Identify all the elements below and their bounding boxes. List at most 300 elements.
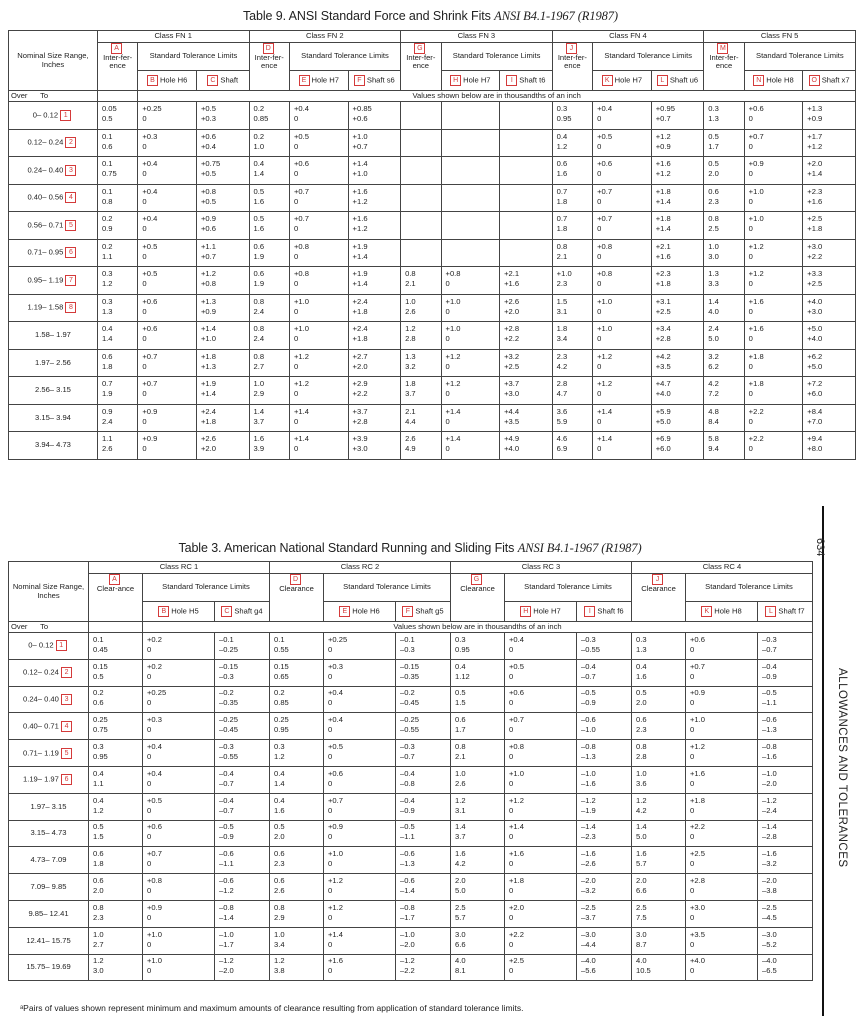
value-cell [215,900,270,927]
value-max: 0 [509,859,514,869]
value-min: 2.0 [636,876,647,886]
value-cell [348,212,401,240]
value-min: –1.2 [400,956,415,966]
value-cell [632,820,686,847]
value-min: +2.5 [690,849,705,859]
value-max: +1.8 [655,279,671,289]
value-cell [441,267,500,295]
value-max: +3.5 [655,361,671,371]
value-cell [758,900,813,927]
value-max: –1.2 [219,886,234,896]
std-tolerance-header: Standard Tolerance Limits [143,574,270,602]
class-tag: G [471,574,482,585]
hole-label: Hole H6 [159,75,188,85]
value-cell [396,900,451,927]
row-tag: 6 [65,247,76,258]
value-cell [289,184,348,212]
value-cell [758,659,813,686]
value-max: 0 [690,805,695,815]
value-cell [249,184,289,212]
size-range-cell [9,659,89,686]
value-cell [744,349,803,377]
shaft-tag: F [354,75,365,86]
row-tag: 5 [65,220,76,231]
hole-header [138,71,197,91]
value-cell [143,847,215,874]
table-row [9,927,813,954]
shaft-header [500,71,553,91]
value-min: 0.9 [101,406,113,416]
table-row [9,633,813,660]
value-min: 0.3 [708,104,719,114]
value-cell [289,102,348,130]
value-max: 8.1 [455,966,466,976]
value-max: 0 [509,966,514,976]
first-col-label: Inter-fer-ence [103,53,133,71]
value-cell [651,404,704,432]
value-min: 1.0 [708,241,719,251]
value-cell [324,900,396,927]
size-range-cell [9,184,98,212]
value-min: +0.9 [748,159,764,169]
value-min: –1.2 [219,956,234,966]
value-max: +1.6 [504,279,520,289]
value-cell [593,212,652,240]
value-min: –1.0 [762,768,777,778]
value-max: +1.2 [352,196,368,206]
value-cell [451,713,505,740]
value-min: +2.3 [655,269,671,279]
std-tolerance-header: Standard Tolerance Limits [324,574,451,602]
value-max: +3.5 [504,416,520,426]
value-max: 0 [748,169,753,179]
value-min: 0.8 [274,902,285,912]
value-cell [505,740,577,767]
value-min: 1.0 [274,929,285,939]
value-max [504,170,550,180]
value-cell [500,322,553,350]
value-max: 1.9 [253,251,265,261]
row-tag: 6 [61,774,72,785]
value-cell [744,377,803,405]
shaft-label: Shaft t6 [519,75,546,85]
hole-tag: K [602,75,613,86]
value-min: +1.3 [807,104,823,114]
value-max: 3.4 [274,939,285,949]
value-cell [744,184,803,212]
value-min: 1.2 [455,795,466,805]
shaft-header [348,71,401,91]
value-min: 0.5 [274,822,285,832]
value-min: +1.4 [293,434,309,444]
value-min: +4.4 [504,406,520,416]
class-tag: A [111,43,122,54]
value-min: +1.6 [655,159,671,169]
value-cell [686,740,758,767]
value-max: 1.3 [101,306,113,316]
value-max: –3.8 [762,886,777,896]
value-max: 2.5 [708,224,719,234]
value-max: 4.2 [636,805,647,815]
value-max: 0 [293,169,299,179]
value-min: –2.5 [762,902,777,912]
value-cell [396,874,451,901]
value-cell [803,294,856,322]
value-min: +1.6 [352,186,368,196]
value-max: 0 [690,698,695,708]
size-range: 3.15– 3.94 [35,412,71,422]
value-max: 0 [293,389,299,399]
value-cell [215,686,270,713]
value-cell [451,847,505,874]
value-cell [401,432,441,460]
value-cell [143,740,215,767]
value-max: 0.95 [93,752,108,762]
value-min: 0.25 [274,715,289,725]
value-cell [500,377,553,405]
value-max: 0 [597,141,602,151]
class-tag: M [717,43,728,54]
value-min: 0.1 [101,159,113,169]
value-max: 0 [597,169,602,179]
value-min: 0.8 [455,742,466,752]
value-max: 0 [293,416,299,426]
size-range: 3.15– 4.73 [30,828,67,838]
value-min: +0.5 [200,104,216,114]
value-min: +0.5 [142,241,158,251]
value-cell [686,793,758,820]
value-max: +1.4 [352,279,368,289]
value-max: –1.0 [581,725,596,735]
size-range: 7.09– 9.85 [30,881,67,891]
interference-header [270,574,324,622]
header-row-tolerance [9,574,813,602]
value-min: +3.9 [352,434,368,444]
value-min: +0.3 [328,661,343,671]
value-min [446,105,498,115]
value-cell [686,874,758,901]
value-max: 1.2 [274,752,285,762]
value-cell [803,212,856,240]
value-min: 0.7 [101,379,113,389]
value-max: 2.6 [455,778,466,788]
values-note: Values shown below are in thousandths of an inch [143,622,813,633]
value-min [446,160,498,170]
value-cell [758,847,813,874]
row-tag: 1 [56,640,67,651]
value-min: +0.8 [509,742,524,752]
value-cell [593,239,652,267]
value-min: 0.5 [708,131,719,141]
value-min: 0.1 [101,186,113,196]
value-max: 0 [142,361,147,371]
value-max: –0.7 [400,752,415,762]
value-max: +3.0 [352,444,368,454]
value-cell [270,793,324,820]
value-max: –2.4 [762,805,777,815]
value-max: 0 [597,389,602,399]
hole-tag: B [158,606,169,617]
value-cell [593,102,652,130]
value-min: +0.6 [142,296,158,306]
value-min: +1.0 [328,849,343,859]
value-max: +3.0 [807,306,823,316]
hole-tag: K [701,606,712,617]
interference-header [552,43,592,91]
value-min: –2.5 [581,902,596,912]
value-min: +0.6 [147,822,162,832]
value-cell [289,157,348,185]
value-cell [89,874,143,901]
value-cell [758,713,813,740]
table3 [8,561,813,981]
value-min: 2.8 [556,379,568,389]
value-min: +2.2 [748,434,764,444]
value-max: 2.0 [636,698,647,708]
value-min: +8.4 [807,406,823,416]
value-cell [396,793,451,820]
value-min: 0.7 [556,186,568,196]
value-min: –0.1 [219,634,234,644]
value-min: +3.0 [807,241,823,251]
value-min: +1.4 [293,406,309,416]
value-cell [577,927,632,954]
value-min [446,188,498,198]
hole-tag: E [339,606,350,617]
std-tolerance-header: Standard Tolerance Limits [744,43,855,71]
value-max: +1.4 [200,389,216,399]
value-cell [324,820,396,847]
hole-header [744,71,803,91]
value-min: +2.1 [655,241,671,251]
value-min: 0.2 [93,688,104,698]
value-max: –0.45 [219,725,239,735]
value-cell [803,157,856,185]
hole-header [289,71,348,91]
value-cell [97,404,137,432]
value-max: 1.5 [455,698,466,708]
value-min: +0.6 [597,159,613,169]
size-range: 1.19– 1.58 [27,302,64,312]
value-min: 2.1 [405,406,416,416]
value-cell [451,927,505,954]
value-max: +2.2 [352,389,368,399]
value-max: 0 [509,725,514,735]
value-max: 0.95 [556,114,572,124]
interference-header [249,43,289,91]
shaft-label: Shaft x7 [821,75,850,85]
value-cell [632,900,686,927]
value-max: 1.1 [101,251,113,261]
value-min: 0.2 [101,214,113,224]
value-cell [215,820,270,847]
value-max: –5.2 [762,939,777,949]
value-max: –2.3 [581,832,596,842]
table-row [9,686,813,713]
value-cell [500,129,553,157]
value-max: 0 [293,196,299,206]
side-title: ALLOWANCES AND TOLERANCES [836,668,848,868]
value-max: 3.7 [253,416,265,426]
nominal-size-header: Nominal Size Range, Inches [9,31,98,91]
value-cell [396,633,451,660]
value-min: 4.0 [636,956,647,966]
value-max: 0 [597,416,602,426]
value-min: +1.0 [445,296,461,306]
value-cell [803,239,856,267]
value-min: +0.5 [147,795,162,805]
value-min: +1.2 [748,241,764,251]
value-cell [744,322,803,350]
value-max: 10.5 [636,966,651,976]
value-cell [196,239,249,267]
value-cell [97,239,137,267]
value-max: 3.9 [253,444,265,454]
value-cell [143,793,215,820]
table-row [9,212,856,240]
value-max: 0 [328,698,333,708]
class-tag: D [263,43,274,54]
value-min: +1.0 [445,324,461,334]
value-max: +1.6 [807,196,823,206]
value-min: +0.8 [445,269,461,279]
value-min: +0.6 [142,324,158,334]
value-cell [97,129,137,157]
value-cell [396,927,451,954]
shaft-header [196,71,249,91]
value-cell [143,900,215,927]
hole-tag: H [450,75,461,86]
size-range: 1.97– 2.56 [35,357,71,367]
value-max: 0 [328,805,333,815]
value-min: 3.0 [455,929,466,939]
value-min: +0.6 [328,768,343,778]
shaft-label: Shaft g5 [415,606,444,616]
shaft-tag: F [402,606,413,617]
hole-label: Hole H8 [766,75,794,85]
value-min: –0.4 [581,661,596,671]
class-header: Class RC 2 [270,562,451,574]
value-cell [196,157,249,185]
value-max: 0.75 [93,725,108,735]
value-min: +0.8 [293,269,309,279]
value-cell [744,404,803,432]
value-cell [803,404,856,432]
size-range: 0.56– 0.71 [27,220,64,230]
value-cell [686,633,758,660]
value-min: +3.3 [807,269,823,279]
value-min: –1.6 [581,849,596,859]
size-range-cell [9,954,89,981]
value-max: 1.2 [93,805,104,815]
value-max: 2.1 [556,251,568,261]
shaft-tag: O [809,75,820,86]
value-cell [632,766,686,793]
value-cell [249,212,289,240]
value-cell [270,740,324,767]
value-max: 1.0 [253,141,265,151]
class-header: Class RC 1 [89,562,270,574]
value-cell [401,322,441,350]
value-max: –1.1 [400,832,415,842]
value-max: 3.1 [455,805,466,815]
value-max: +4.0 [504,444,520,454]
value-min: 4.8 [708,406,719,416]
size-range: 0.71– 1.19 [22,748,59,758]
value-min: 3.6 [556,406,568,416]
size-range-cell [9,633,89,660]
value-cell [451,820,505,847]
value-max: 2.7 [93,939,104,949]
value-max: +0.9 [200,306,216,316]
value-max: 3.0 [93,966,104,976]
value-max: 0 [509,886,514,896]
value-max: +1.8 [807,224,823,234]
value-cell [348,294,401,322]
value-cell [97,432,137,460]
value-cell [593,322,652,350]
value-min: +0.9 [147,902,162,912]
value-cell [270,874,324,901]
value-max [405,225,438,235]
value-cell [289,349,348,377]
value-cell [143,686,215,713]
value-cell [138,377,197,405]
value-max: –1.7 [400,912,415,922]
value-max: +0.5 [200,196,216,206]
value-min: 0.8 [556,241,568,251]
value-max: 0 [690,966,695,976]
value-cell [441,157,500,185]
shaft-header [396,602,451,622]
value-max: 0.5 [93,671,104,681]
value-cell [744,239,803,267]
value-min: +4.0 [690,956,705,966]
value-min: 0.6 [93,849,104,859]
value-cell [686,766,758,793]
value-min: 1.3 [708,269,719,279]
table-row [9,820,813,847]
value-max: +2.0 [352,361,368,371]
value-cell [143,820,215,847]
value-max: 0 [748,416,753,426]
table-row [9,184,856,212]
value-max: 0 [142,114,147,124]
size-range-cell [9,349,98,377]
value-max: 0 [142,251,147,261]
value-cell [249,157,289,185]
value-max: 1.8 [93,859,104,869]
value-min: 0.05 [101,104,117,114]
value-max: 2.6 [274,886,285,896]
value-min: 0.8 [253,324,265,334]
table-row [9,740,813,767]
value-max [504,225,550,235]
value-cell [396,740,451,767]
size-range-cell [9,793,89,820]
value-max: 0 [328,966,333,976]
class-header: Class RC 4 [632,562,813,574]
size-range: 3.94– 4.73 [35,440,71,450]
over-label: Over [11,90,28,100]
value-max: –2.0 [400,939,415,949]
size-range: 15.75– 19.69 [26,962,71,972]
value-min: +7.2 [807,379,823,389]
value-min: –0.8 [219,902,234,912]
value-max: –3.2 [762,859,777,869]
table-row [9,102,856,130]
value-min: 0.8 [636,742,647,752]
